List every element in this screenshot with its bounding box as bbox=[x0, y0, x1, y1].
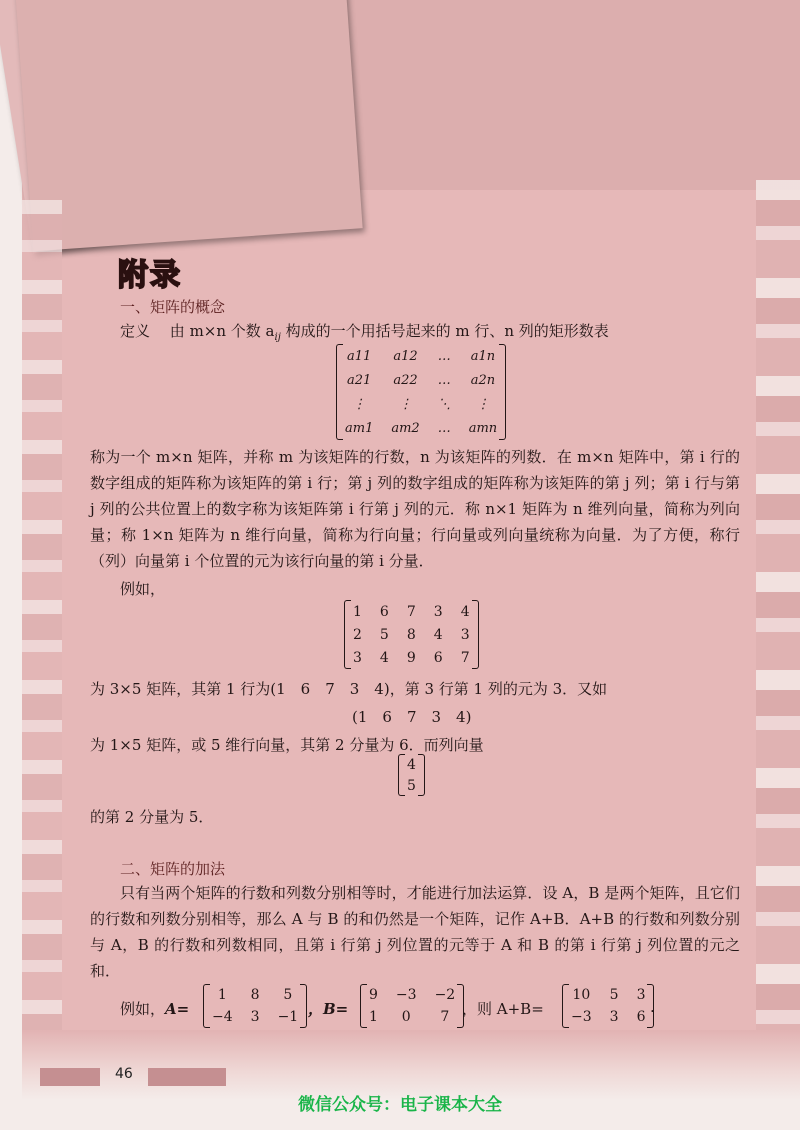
definition-rest: 构成的一个用括号起来的 m 行、n 列的矩形数表 bbox=[280, 322, 609, 340]
matrix-cell: a2n bbox=[470, 372, 496, 388]
matrix-cell: 3 bbox=[460, 626, 470, 643]
A-label: A= bbox=[165, 1000, 190, 1018]
matrix-sum-table bbox=[562, 984, 654, 1028]
matrix-cell: −3 bbox=[571, 1009, 592, 1025]
definition-subscript: ij bbox=[274, 332, 281, 343]
section2-heading: 二、矩阵的加法 bbox=[120, 860, 226, 878]
example-line-b: 为 1×5 矩阵，或 5 维行向量，其第 2 分量为 6．而列向量 bbox=[90, 736, 484, 754]
appendix-title: 附录 bbox=[118, 258, 182, 293]
general-matrix-table bbox=[336, 344, 506, 440]
matrix-cell: ⋱ bbox=[437, 396, 451, 412]
matrix-cell: −1 bbox=[277, 1009, 299, 1025]
matrix-cell: ⋮ bbox=[476, 396, 490, 412]
footer-bar-left bbox=[40, 1068, 100, 1086]
matrix-cell: am1 bbox=[345, 420, 374, 436]
bracket-left bbox=[398, 754, 405, 796]
bracket-right bbox=[418, 754, 425, 796]
matrix-cell: ⋮ bbox=[399, 396, 413, 412]
matrix-cell: 1 bbox=[369, 1009, 378, 1025]
matrix-cell: 7 bbox=[406, 603, 416, 620]
matrix-B-table bbox=[360, 984, 464, 1028]
definition-label: 定义 bbox=[120, 322, 151, 340]
matrix-cell: … bbox=[437, 372, 451, 388]
sum-end: . bbox=[650, 998, 655, 1016]
matrix-cell: a22 bbox=[393, 372, 418, 388]
example-intro: 例如， bbox=[120, 580, 166, 598]
matrix-cell: 3 bbox=[609, 1009, 619, 1025]
matrix-cell: 4 bbox=[379, 649, 389, 666]
matrix-B bbox=[360, 984, 464, 1028]
matrix-cell: 3 bbox=[433, 603, 443, 620]
matrix-cell: 5 bbox=[283, 987, 293, 1003]
page-number: 46 bbox=[115, 1066, 133, 1082]
decorative-paper-front bbox=[15, 0, 362, 251]
matrix-cell: 9 bbox=[406, 649, 416, 666]
watermark-text: 微信公众号：电子课本大全 bbox=[298, 1095, 502, 1115]
matrix-cell: 3 bbox=[353, 649, 362, 666]
matrix-cell: −2 bbox=[434, 987, 456, 1003]
matrix-cell: 3 bbox=[250, 1009, 260, 1025]
matrix-cell: −3 bbox=[395, 987, 417, 1003]
matrix-cell: 5 bbox=[407, 777, 416, 794]
example-line-a: 为 3×5 矩阵，其第 1 行为(1 6 7 3 4)，第 3 行第 1 列的元为 3．又如 bbox=[90, 680, 608, 698]
matrix-cell: 5 bbox=[379, 626, 389, 643]
matrix-cell: 3 bbox=[636, 987, 646, 1003]
matrix-cell: 0 bbox=[401, 1009, 411, 1025]
bracket-left bbox=[562, 984, 569, 1028]
matrix-A-table bbox=[203, 984, 307, 1028]
matrix-cell: amn bbox=[468, 420, 498, 436]
example-prefix: 例如， bbox=[120, 1000, 166, 1018]
matrix-cell: … bbox=[437, 348, 451, 364]
decorative-paper-top bbox=[340, 0, 800, 190]
matrix-cell: 5 bbox=[609, 987, 619, 1003]
matrix-cell: 1 bbox=[353, 603, 362, 620]
matrix-cell: 6 bbox=[636, 1009, 646, 1025]
matrix-cell: a12 bbox=[393, 348, 418, 364]
section1-heading: 一、矩阵的概念 bbox=[120, 298, 226, 316]
matrix-cell: a11 bbox=[347, 348, 372, 364]
definition-paragraph: 称为一个 m×n 矩阵，并称 m 为该矩阵的行数，n 为该矩阵的列数．在 m×n 矩阵中，第 i 行的数字组成的矩阵称为该矩阵的第 i 行；第 j 列的数字组成的矩阵称为该矩阵的第 j 列；第 i 行与第 j 列的公共位置上的数字称为该矩阵第 i 行第 j 列的元．称 n×1 矩阵为 n 维列向量，简称为列向量；称 1×n 矩阵为 n 维行向量，简称为行向量；行向量或列向量统称为向量．为了方便，称行（列）向量第 i 个位置的元为该行向量的第 i 分量． bbox=[90, 448, 740, 570]
bracket-left bbox=[344, 600, 351, 669]
definition-line bbox=[120, 320, 609, 343]
bracket-right bbox=[499, 344, 506, 440]
matrix-A bbox=[203, 984, 307, 1028]
general-matrix bbox=[336, 344, 506, 440]
addition-example-prefix bbox=[120, 998, 189, 1019]
example-line-c: 的第 2 分量为 5． bbox=[90, 808, 214, 826]
matrix-cell: 6 bbox=[379, 603, 389, 620]
matrix-cell: 2 bbox=[353, 626, 362, 643]
example-matrix bbox=[344, 600, 479, 669]
matrix-cell: 7 bbox=[440, 1009, 450, 1025]
matrix-cell: 8 bbox=[250, 987, 260, 1003]
bracket-left bbox=[360, 984, 367, 1028]
definition-text: 由 m×n 个数 a bbox=[169, 322, 275, 340]
matrix-cell: … bbox=[437, 420, 451, 436]
matrix-cell: a21 bbox=[347, 372, 372, 388]
grunge-border-left bbox=[22, 200, 62, 1080]
addition-paragraph: 只有当两个矩阵的行数和列数分别相等时，才能进行加法运算．设 A，B 是两个矩阵，且它们的行数和列数分别相等，那么 A 与 B 的和仍然是一个矩阵，记作 A+B．A+B 的行数和列数分别与 A，B 的行数和列数相同，且第 i 行第 j 列位置的元等于 A 和 B 的第 i 行第 j 列位置的元之和． bbox=[90, 884, 740, 980]
matrix-sum bbox=[562, 984, 654, 1028]
matrix-cell: 4 bbox=[433, 626, 443, 643]
bracket-left bbox=[203, 984, 210, 1028]
matrix-cell: 9 bbox=[369, 987, 378, 1003]
matrix-cell: am2 bbox=[391, 420, 420, 436]
bracket-right bbox=[300, 984, 307, 1028]
footer-bar-right bbox=[148, 1068, 226, 1086]
bracket-left bbox=[336, 344, 343, 440]
matrix-cell: 4 bbox=[460, 603, 470, 620]
matrix-cell: ⋮ bbox=[352, 396, 366, 412]
matrix-cell: 7 bbox=[460, 649, 470, 666]
matrix-cell: 8 bbox=[406, 626, 416, 643]
sum-label: ，则 A+B= bbox=[462, 1000, 544, 1018]
bracket-right bbox=[472, 600, 479, 669]
matrix-cell: 10 bbox=[572, 987, 591, 1003]
matrix-cell: 1 bbox=[217, 987, 227, 1003]
example-matrix-table bbox=[344, 600, 479, 669]
row-vector: (1 6 7 3 4) bbox=[352, 708, 472, 726]
B-label: ，B= bbox=[308, 1000, 349, 1018]
matrix-cell: 6 bbox=[433, 649, 443, 666]
matrix-cell: −4 bbox=[212, 1009, 233, 1025]
column-vector bbox=[398, 754, 425, 796]
matrix-cell: 4 bbox=[407, 756, 416, 773]
grunge-border-right bbox=[756, 180, 800, 1080]
matrix-cell: a1n bbox=[470, 348, 496, 364]
